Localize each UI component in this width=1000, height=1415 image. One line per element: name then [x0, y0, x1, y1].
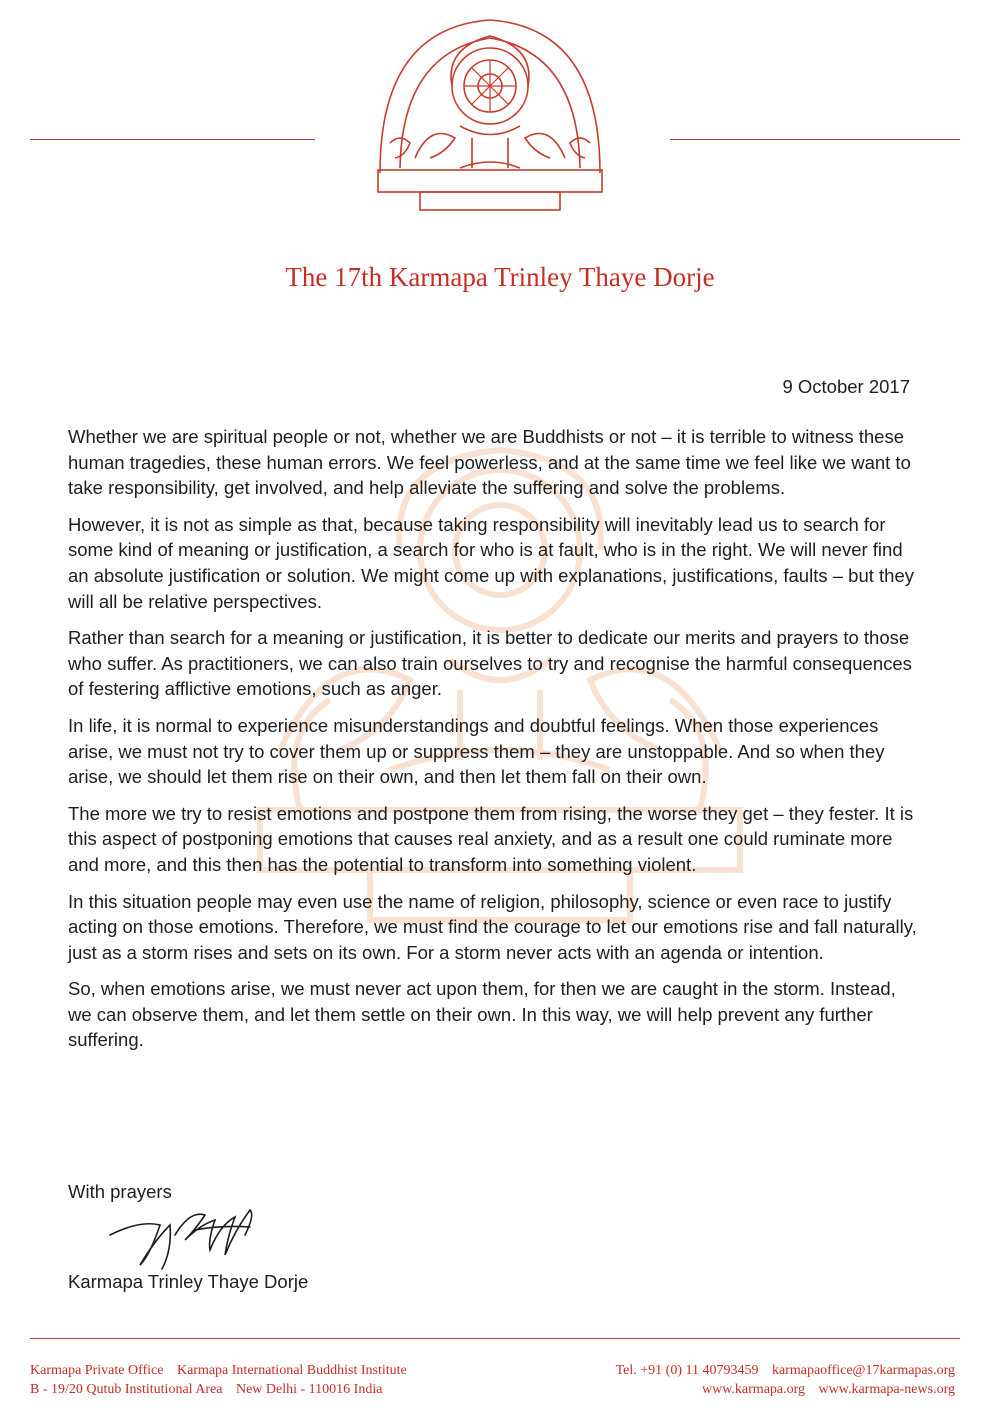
footer-address-line1: B - 19/20 Qutub Institutional Area [30, 1382, 223, 1397]
header-rule-left [30, 139, 315, 140]
paragraph: In this situation people may even use the name of religion, philosophy, science or even race to justify acting on those emotions. Therefore, we must find the courage to let our emotions rise and fall naturally, just as a storm rises and sets on its own. For a storm never acts with an agenda or intention. [68, 890, 917, 963]
footer-phone: Tel. +91 (0) 11 40793459 [615, 1363, 759, 1378]
paragraph: Rather than search for a meaning or justification, it is better to dedicate our merits and prayers to those who suffer. As practitioners, we can also train ourselves to try and recognise the harmful consequences of festering afflictive emotions, such as anger. [68, 627, 912, 700]
paragraph: So, when emotions arise, we must never act upon them, for then we are caught in the storm. Instead, we can observe them, and let them settle on their own. In this way, we will help prevent any further suffering. [68, 978, 896, 1051]
footer-rule [30, 1338, 960, 1339]
paragraph: Whether we are spiritual people or not, whether we are Buddhists or not – it is terrible to witness these human tragedies, these human errors. We feel powerless, and at the same time we feel like we want to take responsibility, get involved, and help alleviate the suffering and solve the problems. [68, 426, 911, 499]
letterhead-title: The 17th Karmapa Trinley Thaye Dorje [285, 262, 715, 292]
footer-contact [616, 1361, 955, 1399]
footer-institute: Karmapa International Buddhist Institute [176, 1363, 407, 1378]
signer-name: Karmapa Trinley Thaye Dorje [68, 1271, 309, 1292]
footer-email[interactable]: karmapaoffice@17karmapas.org [771, 1363, 955, 1378]
paragraph: The more we try to resist emotions and postpone them from rising, the worse they get – they fester. It is this aspect of postponing emotions that causes real anxiety, and as a result one could ruminate more and more, and this then has the potential to transform into something violent. [68, 802, 914, 875]
footer-address-line2: New Delhi - 110016 India [235, 1382, 383, 1397]
footer-website-2[interactable]: www.karmapa-news.org [818, 1382, 955, 1397]
header-rule-right [670, 139, 960, 140]
footer-office: Karmapa Private Office [30, 1363, 164, 1378]
footer-website-1[interactable]: www.karmapa.org [702, 1382, 806, 1397]
footer-address [30, 1361, 407, 1399]
paragraph: However, it is not as simple as that, because taking responsibility will inevitably lead us to search for some kind of meaning or justification, a search for who is at fault, who is in the right. We will never find an absolute justification or solution. We might come up with explanations, justifications, faults – but they will all be relative perspectives. [68, 513, 914, 612]
karmapa-emblem [360, 8, 620, 218]
closing-line: With prayers [68, 1181, 172, 1202]
letter-body [68, 424, 918, 1064]
paragraph: In life, it is normal to experience misunderstandings and doubtful feelings. When those experiences arise, we must not try to cover them up or suppress them – they are unstoppable. And so when they arise, we should let them rise on their own, and then let them fall on their own. [68, 714, 885, 788]
letter-date: 9 October 2017 [782, 376, 910, 397]
signature [100, 1195, 280, 1275]
